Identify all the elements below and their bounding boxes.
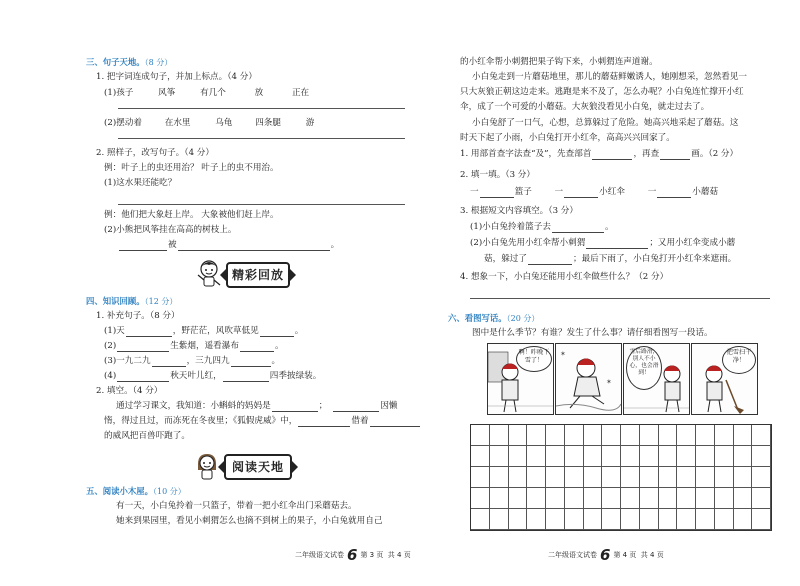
answer-blank[interactable] bbox=[240, 342, 274, 352]
answer-blank[interactable] bbox=[119, 241, 167, 251]
fill-line-4: (4) 秋天叶儿红， 四季披绿装。 bbox=[104, 371, 322, 381]
reading-q2-title: 2. 填一填。（3 分） bbox=[460, 170, 535, 180]
q1-row1: (1)孩子 风筝 有几个 放 正在 bbox=[104, 88, 310, 98]
fill-para-2: 惰，得过且过，而冻死在冬夜里；《狐假虎威》中， 借着 bbox=[104, 416, 421, 427]
answer-line[interactable] bbox=[118, 204, 405, 205]
question-4-2-title: 2. 填空。（4 分） bbox=[96, 386, 163, 396]
answer-blank[interactable] bbox=[564, 188, 598, 198]
reading-q2-blanks: 一 篮子 一 小红伞 一 小蘑菇 bbox=[470, 187, 719, 197]
answer-blank[interactable] bbox=[272, 402, 318, 412]
speech-bubble: 啊！昨晚下雪了！ bbox=[516, 346, 552, 372]
fill-para-1: 通过学习课文，我知道：小蝌蚪的妈妈是 ； 因懒 bbox=[116, 401, 398, 411]
cartoon-girl-icon bbox=[194, 452, 220, 482]
comic-panel-4 bbox=[691, 343, 758, 415]
section-3-heading: 三、句子天地。（8 分） bbox=[86, 57, 173, 67]
passage-line: 有一天，小白兔拎着一只篮子，带着一把小红伞出门采蘑菇去。 bbox=[116, 501, 357, 511]
sentence-1: (1)这水果还能吃？ bbox=[104, 178, 177, 188]
answer-line[interactable] bbox=[470, 298, 770, 299]
answer-blank[interactable] bbox=[370, 417, 420, 427]
comic-panel-2 bbox=[555, 343, 622, 415]
answer-blank[interactable] bbox=[178, 241, 330, 251]
answer-blank[interactable] bbox=[660, 150, 690, 160]
answer-blank[interactable] bbox=[528, 255, 572, 265]
answer-blank[interactable] bbox=[231, 357, 271, 367]
sentence-2: (2)小熊把风筝挂在高高的树枝上。 bbox=[104, 225, 237, 235]
passage-line: 时天下起了小雨，小白兔打开小红伞，高高兴兴回家了。 bbox=[460, 133, 675, 143]
q1-row2: (2)摆动着 在水里 乌龟 四条腿 游 bbox=[104, 118, 315, 128]
passage-line: 小白兔走到一片蘑菇地里，那儿的蘑菇鲜嫩诱人，她刚想采，忽然看见一 bbox=[472, 72, 748, 82]
passage-line: 只大灰狼正朝这边走来。逃跑是来不及了，怎么办呢？小白兔连忙撑开小红 bbox=[460, 87, 744, 97]
fill-line-2: (2) 生紫烟，遥看瀑布 。 bbox=[104, 341, 284, 351]
answer-blank[interactable] bbox=[117, 342, 169, 352]
answer-blank[interactable] bbox=[480, 188, 514, 198]
svg-text:✶: ✶ bbox=[606, 378, 612, 386]
section-4-heading: 四、知识回顾。（12 分） bbox=[86, 296, 178, 306]
passage-line: 伞，成了一个可爱的小蘑菇。大灰狼没看见小白兔，就走过去了。 bbox=[460, 102, 710, 112]
writing-grid[interactable] bbox=[470, 424, 772, 531]
speech-bubble: 把雪扫干净！ bbox=[722, 346, 756, 374]
reading-q3-2-cont: 菇，躲过了 ；最后下雨了，小白兔打开小红伞来遮雨。 bbox=[484, 254, 737, 264]
example-1: 例：叶子上的虫还用治？ 叶子上的虫不用治。 bbox=[104, 163, 279, 173]
reading-q4: 4. 想象一下，小白兔还能用小红伞做些什么？（2 分） bbox=[460, 272, 669, 282]
comic-panel-3 bbox=[623, 343, 690, 415]
reading-q1: 1. 用部首查字法查“及”，先查部首 ，再查 画。（2 分） bbox=[460, 149, 739, 159]
answer-blank[interactable] bbox=[126, 327, 172, 337]
cartoon-boy-icon bbox=[196, 259, 222, 289]
page-footer-left: 二年级语文试卷 6 第 3 页 共 4 页 bbox=[295, 546, 411, 564]
answer-blank[interactable] bbox=[223, 372, 269, 382]
section-6-heading: 六、看图写话。（20 分） bbox=[448, 313, 540, 323]
answer-blank[interactable] bbox=[333, 402, 379, 412]
passage-line: 的小红伞帮小刺猬把果子钩下来，小刺猬连声道谢。 bbox=[460, 57, 658, 67]
question-4-1-title: 1. 补充句子。（8 分） bbox=[96, 311, 180, 321]
banner-reading: 阅读天地 bbox=[224, 454, 292, 480]
svg-text:✶: ✶ bbox=[560, 350, 566, 358]
section-5-heading: 五、阅读小木屋。（10 分） bbox=[86, 486, 186, 496]
answer-blank[interactable] bbox=[657, 188, 691, 198]
question-2-title: 2. 照样子，改写句子。（4 分） bbox=[96, 148, 214, 158]
page-footer-right: 二年级语文试卷 6 第 4 页 共 4 页 bbox=[548, 546, 664, 564]
answer-blank[interactable] bbox=[298, 417, 350, 427]
bei-answer-row: 被 。 bbox=[118, 240, 339, 251]
reading-q3-1: (1)小白兔拎着篮子去 。 bbox=[470, 222, 614, 232]
speech-bubble: 雪后路滑，别人不小心，也会滑到！ bbox=[626, 346, 662, 390]
answer-line[interactable] bbox=[118, 108, 405, 109]
reading-q3-2: (2)小白兔先用小红伞帮小刺猬 ；又用小红伞变成小蘑 bbox=[470, 238, 736, 248]
answer-blank[interactable] bbox=[552, 223, 604, 233]
reading-q3-title: 3. 根据短文内容填空。（3 分） bbox=[460, 206, 578, 216]
answer-blank[interactable] bbox=[260, 327, 294, 337]
answer-blank[interactable] bbox=[586, 239, 648, 249]
answer-line[interactable] bbox=[118, 138, 405, 139]
fill-line-3: (3)一九二九 ，三九四九 。 bbox=[104, 356, 281, 366]
example-2: 例：他们把大象赶上岸。 大象被他们赶上岸。 bbox=[104, 210, 279, 220]
answer-blank[interactable] bbox=[152, 357, 186, 367]
writing-prompt: 图中是什么季节？有谁？发生了什么事？请仔细看图写一段话。 bbox=[472, 328, 713, 338]
fill-para-3: 的威风把百兽吓跑了。 bbox=[104, 431, 190, 441]
banner-highlights: 精彩回放 bbox=[226, 262, 290, 288]
answer-blank[interactable] bbox=[117, 372, 169, 382]
fill-line-1: (1)天 ，野茫茫，风吹草低见 。 bbox=[104, 326, 304, 336]
question-1-title: 1. 把字词连成句子，并加上标点。（4 分） bbox=[96, 72, 257, 82]
comic-panel-1 bbox=[487, 343, 554, 415]
passage-line: 她来到果园里，看见小刺猬怎么也摘不到树上的果子，小白兔就用自己 bbox=[116, 516, 383, 526]
answer-blank[interactable] bbox=[592, 150, 632, 160]
passage-line: 小白兔舒了一口气，心想，总算躲过了危险。她高兴地采起了蘑菇。这 bbox=[472, 118, 739, 128]
